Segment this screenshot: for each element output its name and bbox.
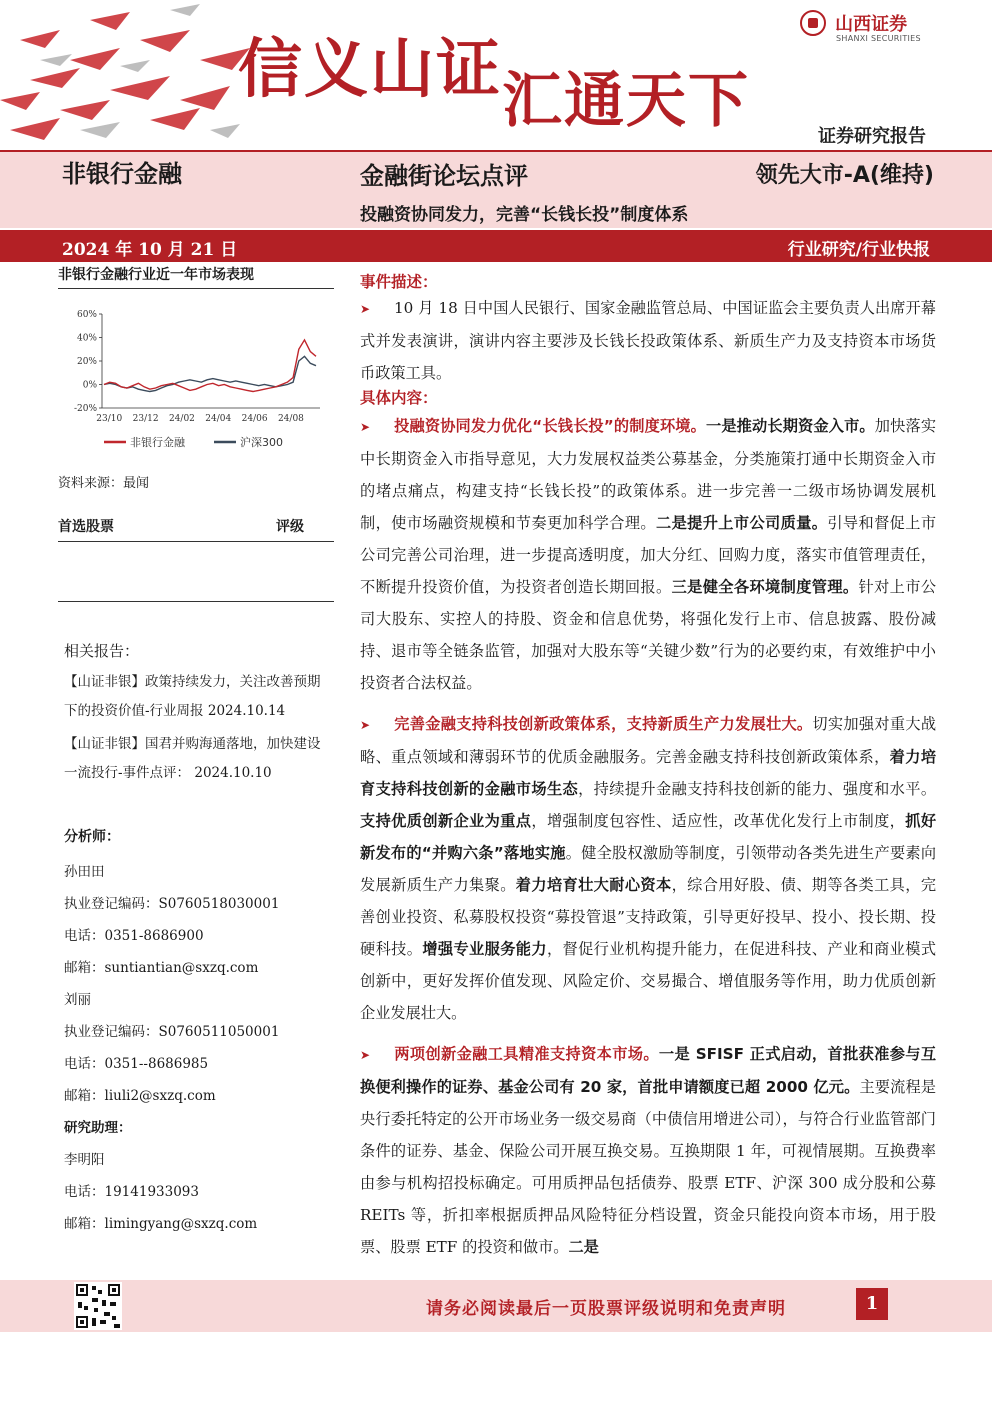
slogan-part2: 汇通天下: [502, 66, 750, 136]
arrow-bullet-icon: ➤: [360, 718, 371, 732]
stocks-table-rule: [58, 601, 334, 602]
analyst2-id: 执业登记编码：S0760511050001: [64, 1024, 280, 1040]
report-topic: 金融街论坛点评: [360, 162, 528, 190]
analyst1-id: 执业登记编码：S0760518030001: [64, 896, 280, 912]
logo-name-cn: 山西证券: [835, 14, 908, 35]
assistant-name: 李明阳: [64, 1152, 105, 1168]
assistant-email[interactable]: 邮箱：limingyang@sxzq.com: [64, 1216, 258, 1232]
p3-point1: 一是 SFISF 正式启动，首批获准参与互换便利操作的证券、基金公司有 20 家，首批申请额度已超 2000 亿元。: [360, 1045, 937, 1096]
p2-point4: 着力培育壮大耐心资本: [515, 876, 672, 894]
p2-point3: 抓好新发布的“并购六条”落地实施: [360, 812, 936, 862]
logo-name-en: SHANXI SECURITIES: [836, 34, 921, 43]
chart-series-line: [104, 340, 316, 392]
arrow-bullet-icon: ➤: [360, 302, 371, 316]
report-category: 行业研究/行业快报: [787, 240, 930, 260]
p2-heading: 完善金融支持科技创新政策体系，支持新质生产力发展壮大。: [394, 715, 813, 733]
analyst-title: 分析师：: [64, 829, 120, 845]
chart-x-tick-label: 24/06: [241, 414, 268, 424]
report-date: 2024 年 10 月 21 日: [62, 240, 238, 260]
slogan-part1: 信义山证: [238, 32, 502, 107]
arrow-bullet-icon: ➤: [360, 1048, 371, 1062]
related-report-item[interactable]: 【山证非银】国君并购海通落地，加快建设一流投行-事件点评： 2024.10.10: [64, 736, 321, 781]
p2-point1: 着力培育支持科技创新的金融市场生态: [360, 748, 936, 798]
p2-text4: 。健全股权激励等制度，引领带动各类先进生产要素向发展新质生产力集聚。: [360, 844, 937, 894]
p3-point2: 二是: [568, 1238, 599, 1256]
chart-y-tick-label: 0%: [82, 380, 97, 391]
header-birds-graphic: [0, 0, 260, 150]
title-band-rule: [0, 150, 992, 152]
analyst2-phone: 电话：0351--8686985: [64, 1056, 209, 1072]
market-performance-chart: [58, 296, 334, 466]
analyst1-phone: 电话：0351-8686900: [64, 928, 204, 944]
related-reports-title: 相关报告：: [64, 642, 140, 660]
footer-disclaimer: 请务必阅读最后一页股票评级说明和免责声明: [426, 1299, 786, 1319]
p1-text1: 加快落实中长期资金入市指导意见，大力发展权益类公募基金，分类施策打通中长期资金入市的堵点痛点，构建支持“长钱长投”的政策体系。进一步完善一二级市场协调发展机制，使市场融资规模和节奏更加科学合理。: [360, 417, 937, 532]
chart-y-tick-label: -20%: [73, 404, 97, 414]
chart-y-tick-label: 40%: [76, 333, 97, 344]
paragraph-1: [360, 410, 936, 699]
chart-title: 非银行金融行业近一年市场表现: [58, 264, 334, 289]
paragraph-3: [360, 1038, 936, 1263]
arrow-bullet-icon: ➤: [360, 420, 371, 434]
chart-x-tick-label: 24/08: [277, 414, 304, 424]
p2-text6: ，督促行业机构提升能力，在促进科技、产业和商业模式创新中，更好发挥价值发现、风险定价、交易撮合、增值服务等作用，助力优质创新企业发展壮大。: [360, 940, 936, 1022]
event-text: 10 月 18 日中国人民银行、国家金融监管总局、中国证监会主要负责人出席开幕式并发表演讲，演讲内容主要涉及长钱长投政策体系、新质生产力及支持资本市场货币政策工具。: [360, 299, 936, 382]
p3-text1: 主要流程是央行委托特定的公开市场业务一级交易商（中债信用增进公司），与符合行业监管部门条件的证券、基金、保险公司开展互换交易。互换期限 1 年，可视情展期。互换费率由参与机构招投标确定。可用质押品包括债券、股票 ETF、沪深 300 成分股和公募 REITs 等，折扣率根据质押品风险特征分档设置，资金只能投向资本市场，用于股票、股票 ETF 的投资和做市。: [360, 1078, 936, 1256]
chart-legend-label: 非银行金融: [130, 436, 185, 449]
chart-y-tick-label: 20%: [76, 357, 97, 367]
p2-text1: 切实加强对重大战略、重点领域和薄弱环节的优质金融服务。完善金融支持科技创新政策体系，: [360, 715, 937, 766]
chart-y-tick-label: 60%: [76, 310, 97, 320]
analyst1-name: 孙田田: [64, 864, 105, 880]
chart-x-tick-label: 24/04: [205, 414, 232, 424]
logo-icon: [800, 10, 826, 36]
assistant-phone: 电话：19141933093: [64, 1184, 199, 1200]
p2-point2: 支持优质创新企业为重点: [360, 812, 532, 830]
p3-heading: 两项创新金融工具精准支持资本市场。: [394, 1045, 659, 1063]
paragraph-2: [360, 708, 936, 1029]
analyst2-name: 刘丽: [64, 992, 91, 1008]
event-paragraph: [360, 292, 936, 389]
report-type: 证券研究报告: [818, 126, 926, 147]
p2-text5: ，综合用好股、债、期等各类工具，完善创业投资、私募股权投资“募投管退”支持政策，引导更好投早、投小、投长期、投硬科技。: [360, 876, 936, 958]
industry-rating: 领先大市-A(维持): [755, 163, 934, 188]
p1-text2: 引导和督促上市公司完善公司治理，进一步提高透明度，加大分红、回购力度，落实市值管理责任，不断提升投资价值，为投资者创造长期回报。: [360, 514, 936, 596]
p1-point2: 二是提升上市公司质量。: [655, 514, 828, 532]
p1-point3: 三是健全各环境制度管理。: [671, 578, 859, 596]
p2-text3: ，增强制度包容性、适应性，改革优化发行上市制度，: [531, 812, 906, 830]
p1-heading: 投融资协同发力优化“长钱长投”的制度环境。: [394, 417, 706, 435]
report-subtitle: 投融资协同发力，完善“长钱长投”制度体系: [360, 205, 689, 225]
chart-series-line: [104, 356, 316, 391]
related-report-item[interactable]: 【山证非银】政策持续发力，关注改善预期下的投资价值-行业周报 2024.10.14: [64, 674, 321, 719]
stocks-label: 首选股票: [58, 519, 114, 535]
p2-text2: ，持续提升金融支持科技创新的能力、强度和水平。: [578, 780, 936, 798]
chart-x-tick-label: 23/10: [96, 414, 123, 424]
chart-source: 资料来源：最闻: [58, 476, 150, 491]
p1-point1: 一是推动长期资金入市。: [705, 417, 875, 435]
qr-code-icon[interactable]: [74, 1282, 122, 1330]
page-number: 1: [856, 1288, 888, 1320]
assistant-title: 研究助理：: [64, 1120, 132, 1136]
content-title: 具体内容：: [360, 389, 438, 407]
analyst1-email[interactable]: 邮箱：suntiantian@sxzq.com: [64, 960, 259, 976]
header-slogan: [238, 18, 750, 136]
preferred-stocks-header: [58, 516, 334, 542]
rating-label: 评级: [276, 519, 304, 535]
analyst2-email[interactable]: 邮箱：liuli2@sxzq.com: [64, 1088, 216, 1104]
p2-point5: 增强专业服务能力: [422, 940, 547, 958]
chart-legend-label: 沪深300: [240, 436, 283, 449]
industry-label: 非银行金融: [62, 160, 182, 188]
chart-x-tick-label: 24/02: [168, 414, 195, 424]
event-title: 事件描述：: [360, 273, 438, 291]
company-logo: [800, 10, 921, 43]
p1-text3: 针对上市公司大股东、实控人的持股、资金和信息优势，将强化发行上市、信息披露、股份减持、退市等全链条监管，加强对大股东等“关键少数”行为的必要约束，有效维护中小投资者合法权益。: [360, 578, 936, 692]
chart-x-tick-label: 23/12: [132, 414, 159, 424]
